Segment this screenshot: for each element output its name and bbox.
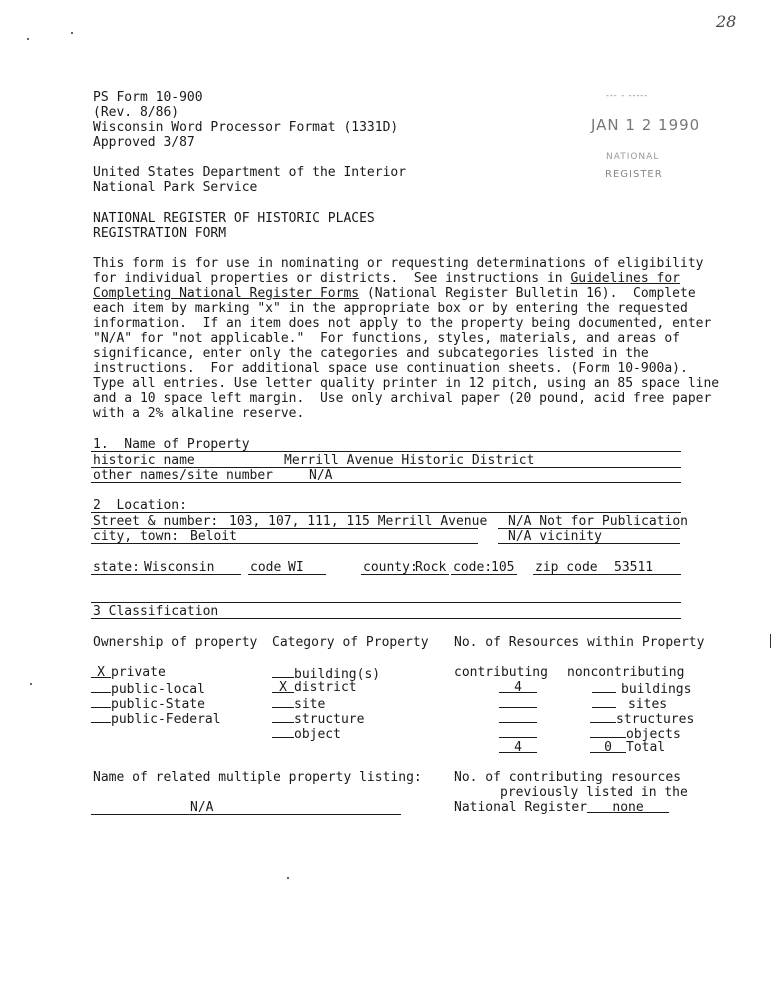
form-format: Wisconsin Word Processor Format (1331D)	[93, 120, 399, 135]
resource-row: 4	[499, 680, 537, 695]
resource-row: structures	[590, 710, 694, 727]
ownership-item: public-Federal	[91, 710, 221, 727]
department: United States Department of the Interior	[93, 165, 407, 180]
related-listing-value: N/A	[190, 800, 214, 815]
category-item: structure	[272, 710, 364, 727]
ownership-item: public-local	[91, 680, 205, 697]
contributing-heading: contributing	[454, 665, 548, 680]
county-code-value: 105	[491, 560, 515, 575]
code-value: WI	[288, 560, 304, 575]
historic-name-value: Merrill Avenue Historic District	[284, 453, 535, 468]
historic-name-label: historic name	[93, 453, 195, 468]
guidelines-title-cont: Completing National Register Forms	[93, 286, 360, 301]
section3-rule	[91, 618, 681, 619]
resource-row: objects	[590, 725, 681, 742]
instructions-line: "N/A" for "not applicable." For functions, styles, materials, and areas of	[93, 331, 680, 346]
state-label: state:	[93, 560, 140, 575]
street-value: 103, 107, 111, 115 Merrill Avenue	[229, 514, 488, 529]
county-value: Rock	[415, 560, 447, 575]
county-rule	[361, 574, 449, 575]
state-value: Wisconsin	[144, 560, 215, 575]
zip-rule	[533, 574, 681, 575]
scan-speck	[287, 877, 289, 879]
total-row: 4	[499, 740, 537, 755]
vicinity: N/A vicinity	[508, 529, 602, 544]
instructions-line: for individual properties or districts. See instructions in Guidelines for	[93, 271, 681, 286]
category-item: site	[272, 695, 325, 712]
category-item: X district	[272, 680, 357, 695]
section2-rule	[91, 512, 681, 513]
other-names-label: other names/site number	[93, 468, 274, 483]
section3-heading: 3 Classification	[93, 604, 219, 619]
street-label: Street & number:	[93, 514, 219, 529]
instructions-line: Completing National Register Forms (National Register Bulletin 16). Complete	[93, 286, 696, 301]
state-rule	[91, 574, 241, 575]
section1-heading: 1. Name of Property	[93, 437, 250, 452]
zip-label: zip code	[535, 560, 598, 575]
related-listing-label: Name of related multiple property listing:	[93, 770, 422, 785]
county-code-label: code:	[453, 560, 493, 575]
instructions-line: significance, enter only the categories and subcategories listed in the	[93, 346, 649, 361]
stamp-smudge: ‐‐‐ ‐ ‐‐‐‐‐	[606, 91, 649, 100]
instructions-line: Type all entries. Use letter quality printer in 12 pitch, using an 85 space line	[93, 376, 720, 391]
total-row: 0 Total	[590, 740, 665, 755]
received-stamp-line3: REGISTER	[605, 169, 663, 180]
county-label: county:	[363, 560, 418, 575]
ownership-item: X private	[91, 665, 166, 680]
scan-speck	[71, 32, 73, 34]
city-value: Beloit	[190, 529, 237, 544]
noncontributing-heading: noncontributing	[567, 665, 685, 680]
resource-row: sites	[592, 695, 667, 712]
instructions-line: each item by marking "x" in the appropriate box or by entering the requested	[93, 301, 688, 316]
instructions-line: This form is for use in nominating or requesting determinations of eligibility	[93, 256, 704, 271]
code-label: code	[250, 560, 282, 575]
ownership-item: public-State	[91, 695, 205, 712]
resources-heading: No. of Resources within Property	[454, 635, 705, 650]
county-code-rule	[451, 574, 517, 575]
form-title: NATIONAL REGISTER OF HISTORIC PLACES	[93, 211, 375, 226]
vicinity-rule	[498, 543, 680, 544]
received-stamp-line2: NATIONAL	[606, 152, 660, 162]
category-item: building(s)	[272, 665, 380, 682]
previously-listed-line1: No. of contributing resources	[454, 770, 681, 785]
ownership-heading: Ownership of property	[93, 635, 258, 650]
previously-listed-line2: previously listed in the	[500, 785, 688, 800]
resource-row: buildings	[592, 680, 691, 697]
related-listing-rule	[91, 814, 401, 815]
city-rule	[91, 543, 478, 544]
not-for-publication: N/A Not for Publication	[508, 514, 689, 529]
form-revision: (Rev. 8/86)	[93, 105, 180, 120]
form-number: PS Form 10-900	[93, 90, 203, 105]
instructions-line: and a 10 space left margin. Use only archival paper (20 pound, acid free paper	[93, 391, 712, 406]
city-label: city, town:	[93, 529, 180, 544]
form-subtitle: REGISTRATION FORM	[93, 226, 227, 241]
category-heading: Category of Property	[272, 635, 429, 650]
form-approved: Approved 3/87	[93, 135, 195, 150]
previously-listed-line3: National Register none	[454, 800, 669, 815]
service: National Park Service	[93, 180, 258, 195]
scan-speck	[27, 38, 29, 40]
zip-value: 53511	[614, 560, 654, 575]
instructions-line: instructions. For additional space use continuation sheets. (Form 10-900a).	[93, 361, 688, 376]
scan-speck	[770, 634, 771, 648]
other-names-value: N/A	[309, 468, 333, 483]
other-names-rule	[91, 482, 681, 483]
scan-speck	[30, 683, 32, 685]
section1-rule	[91, 451, 681, 452]
section3-top-rule	[91, 602, 681, 603]
instructions-line: information. If an item does not apply to the property being documented, enter	[93, 316, 712, 331]
section2-heading: 2 Location:	[93, 498, 187, 513]
received-stamp-date: JAN 1 2 1990	[591, 116, 701, 134]
guidelines-title: Guidelines for	[570, 271, 681, 286]
category-item: object	[272, 725, 341, 742]
code-rule	[248, 574, 326, 575]
handwritten-page-mark: 28	[716, 12, 737, 31]
instructions-line: with a 2% alkaline reserve.	[93, 406, 305, 421]
